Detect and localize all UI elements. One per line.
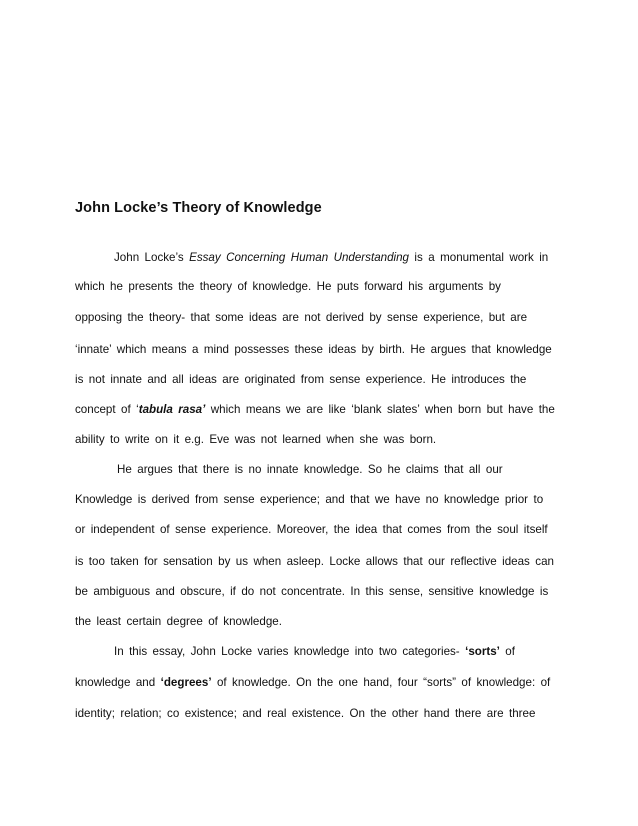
book-title-italic: Essay Concerning Human Understanding xyxy=(189,251,410,264)
paragraph-2-line-4: is too taken for sensation by us when asleep. Locke allows that our reflective ideas can xyxy=(75,555,554,568)
term-sorts: ‘sorts’ xyxy=(465,645,500,658)
paragraph-2-line-6: the least certain degree of knowledge. xyxy=(75,615,282,628)
paragraph-3-line-1 xyxy=(114,644,565,660)
text-run: is a monumental work in xyxy=(409,251,549,264)
paragraph-1-line-5: is not innate and all ideas are originated from sense experience. He introduces the xyxy=(75,373,527,386)
paragraph-1-line-3: opposing the theory- that some ideas are not derived by sense experience, but are xyxy=(75,311,528,324)
term-tabula-rasa: tabula rasa’ xyxy=(138,403,206,416)
paragraph-2-line-1: He argues that there is no innate knowledge. So he claims that all our xyxy=(117,463,503,476)
paragraph-2-line-3: or independent of sense experience. Moreover, the idea that comes from the soul itself xyxy=(75,523,548,536)
text-run: In this essay, John Locke varies knowledge into two categories- xyxy=(114,645,466,658)
paragraph-2-line-5: be ambiguous and obscure, if do not concentrate. In this sense, sensitive knowledge is xyxy=(75,585,549,598)
text-run: concept of ‘ xyxy=(75,403,139,416)
paragraph-1-line-2: which he presents the theory of knowledge. He puts forward his arguments by xyxy=(75,280,501,293)
text-run: which means we are like ‘blank slates’ when born but have the xyxy=(205,403,555,416)
text-run: John Locke’s xyxy=(114,251,190,264)
paragraph-2-line-2: Knowledge is derived from sense experience; and that we have no knowledge prior to xyxy=(75,493,544,506)
text-run: knowledge and xyxy=(75,676,161,689)
text-run: of knowledge. On the one hand, four “sorts” of knowledge: of xyxy=(211,676,551,689)
paragraph-1-line-4: ‘innate’ which means a mind possesses these ideas by birth. He argues that knowledge xyxy=(75,343,552,356)
text-run: of xyxy=(499,645,515,658)
term-degrees: ‘degrees’ xyxy=(160,676,212,689)
paragraph-3-line-3: identity; relation; co existence; and real existence. On the other hand there are three xyxy=(75,707,536,720)
paragraph-3-line-2 xyxy=(75,675,565,691)
paragraph-1-line-6 xyxy=(75,402,565,418)
paragraph-1-line-7: ability to write on it e.g. Eve was not learned when she was born. xyxy=(75,433,437,446)
paragraph-1-line-1 xyxy=(114,250,565,266)
document-title: John Locke’s Theory of Knowledge xyxy=(75,200,322,216)
